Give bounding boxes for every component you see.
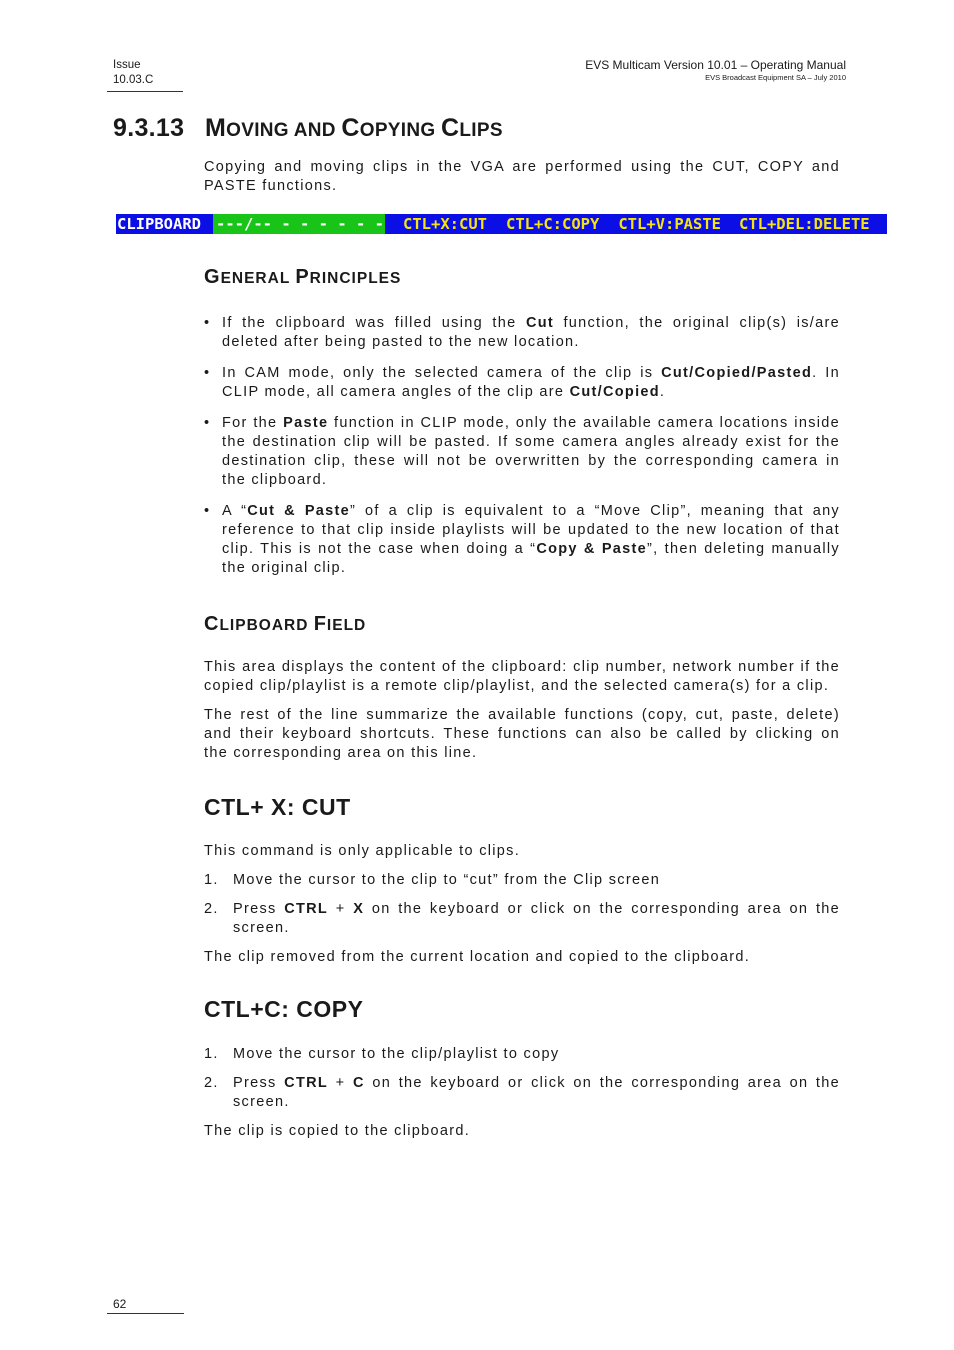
clipboard-bar (116, 214, 887, 234)
clipboard-field-para-1: This area displays the content of the clipboard: clip number, network number if the copied clip/playlist is a remote clip/playlist, and the selected camera(s) for a clip. (204, 659, 840, 694)
heading-part: F (313, 613, 327, 635)
cut-heading: CTL+ X: CUT (204, 794, 351, 820)
list-item (204, 871, 840, 890)
emphasis: Copy & Paste (536, 541, 648, 557)
text: on the keyboard or click on the corresponding area on the screen. (233, 901, 840, 936)
text: If the clipboard was filled using the (222, 315, 526, 331)
list-item (204, 1074, 840, 1112)
heading-part: ENERAL (220, 270, 296, 287)
heading-part: P (295, 266, 310, 288)
list-item (204, 502, 840, 578)
emphasis: Cut/Copied (569, 384, 660, 400)
list-item (204, 900, 840, 938)
title-part: C (341, 114, 360, 142)
title-part: LIPS (459, 120, 503, 141)
cut-result: The clip removed from the current location and copied to the clipboard. (204, 949, 751, 965)
delete-command[interactable]: CTL+DEL:DELETE (738, 215, 870, 233)
heading-part: IELD (326, 617, 367, 634)
issue-number: 10.03.C (113, 74, 154, 86)
list-item (204, 364, 840, 402)
copy-command[interactable]: CTL+C:COPY (506, 215, 600, 233)
text: In CAM mode, only the selected camera of the clip is (222, 365, 662, 381)
section-title (113, 114, 503, 143)
section-number: 9.3.13 (113, 114, 185, 142)
emphasis: Paste (283, 415, 329, 431)
cut-intro: This command is only applicable to clips. (204, 843, 521, 859)
publisher: EVS Broadcast Equipment SA – July 2010 (705, 73, 846, 82)
step-number: 2. (204, 1075, 219, 1091)
text: function, the original clip(s) is/are deleted after being pasted to the new location. (222, 315, 840, 350)
page-number: 62 (113, 1297, 127, 1311)
issue-block (113, 58, 153, 88)
section-intro: Copying and moving clips in the VGA are performed using the CUT, COPY and PASTE functions. (204, 159, 840, 194)
heading-part: LIPBOARD (219, 617, 314, 634)
title-part: M (205, 114, 227, 142)
cut-command[interactable]: CTL+X:CUT (403, 215, 487, 233)
step-number: 1. (204, 872, 219, 888)
copy-heading: CTL+C: COPY (204, 996, 364, 1022)
list-item (204, 414, 840, 490)
paste-command[interactable]: CTL+V:PASTE (618, 215, 721, 233)
text: ” of a clip is equivalent to a “Move Clip”, meaning that any reference to that clip inside playlists will be updated to the new location of that clip. This is not the case when doing a “ (222, 503, 840, 557)
list-item (204, 1045, 840, 1064)
footer-rule (107, 1313, 184, 1314)
text: on the keyboard or click on the corresponding area on the screen. (233, 1075, 840, 1110)
clipboard-field-para-2: The rest of the line summarize the available functions (copy, cut, paste, delete) and their keyboard shortcuts. These functions can also be called by clicking on the corresponding area on this line. (204, 707, 840, 761)
title-part: OVING AND (226, 120, 342, 141)
text: For the (222, 415, 284, 431)
list-item (204, 314, 840, 352)
key-ctrl: CTRL (284, 901, 329, 917)
heading-part: G (204, 266, 221, 288)
emphasis: Cut (525, 315, 554, 331)
text: + (328, 1075, 353, 1091)
general-principles-heading (204, 266, 401, 289)
text: Move the cursor to the clip/playlist to copy (233, 1046, 560, 1062)
clipboard-label: CLIPBOARD (117, 215, 201, 233)
text: + (328, 901, 354, 917)
text: . In CLIP mode, all camera angles of the clip are (222, 365, 840, 400)
principles-list (204, 314, 840, 590)
copy-result: The clip is copied to the clipboard. (204, 1123, 471, 1139)
key-ctrl: CTRL (284, 1075, 329, 1091)
manual-header (585, 58, 846, 83)
issue-label: Issue (113, 59, 141, 71)
heading-part: RINCIPLES (309, 270, 402, 287)
text: function in CLIP mode, only the available camera locations inside the destination clip will be pasted. If some camera angles already exist for the destination clip, these will not be overwritten by the corresponding camera in the clipboard. (222, 415, 840, 488)
text: A “ (222, 503, 248, 519)
key-x: X (353, 901, 365, 917)
text: ”, then deleting manually the original clip. (222, 541, 840, 576)
copy-steps (204, 1045, 840, 1122)
manual-title: EVS Multicam Version 10.01 – Operating Manual (585, 58, 846, 72)
heading-part: C (204, 613, 220, 635)
emphasis: Cut/Copied/Pasted (661, 365, 813, 381)
text: Press (233, 901, 285, 917)
text: Press (233, 1075, 285, 1091)
emphasis: Cut & Paste (247, 503, 351, 519)
title-part: C (441, 114, 460, 142)
step-number: 2. (204, 901, 219, 917)
title-part: OPYING (359, 120, 442, 141)
text: . (659, 384, 666, 400)
cut-steps (204, 871, 840, 948)
step-number: 1. (204, 1046, 219, 1062)
clipboard-value[interactable]: ---/-- - - - - - - (213, 214, 385, 234)
key-c: C (353, 1075, 365, 1091)
clipboard-field-heading (204, 613, 366, 636)
text: Move the cursor to the clip to “cut” from the Clip screen (233, 872, 661, 888)
header-rule (107, 91, 183, 92)
